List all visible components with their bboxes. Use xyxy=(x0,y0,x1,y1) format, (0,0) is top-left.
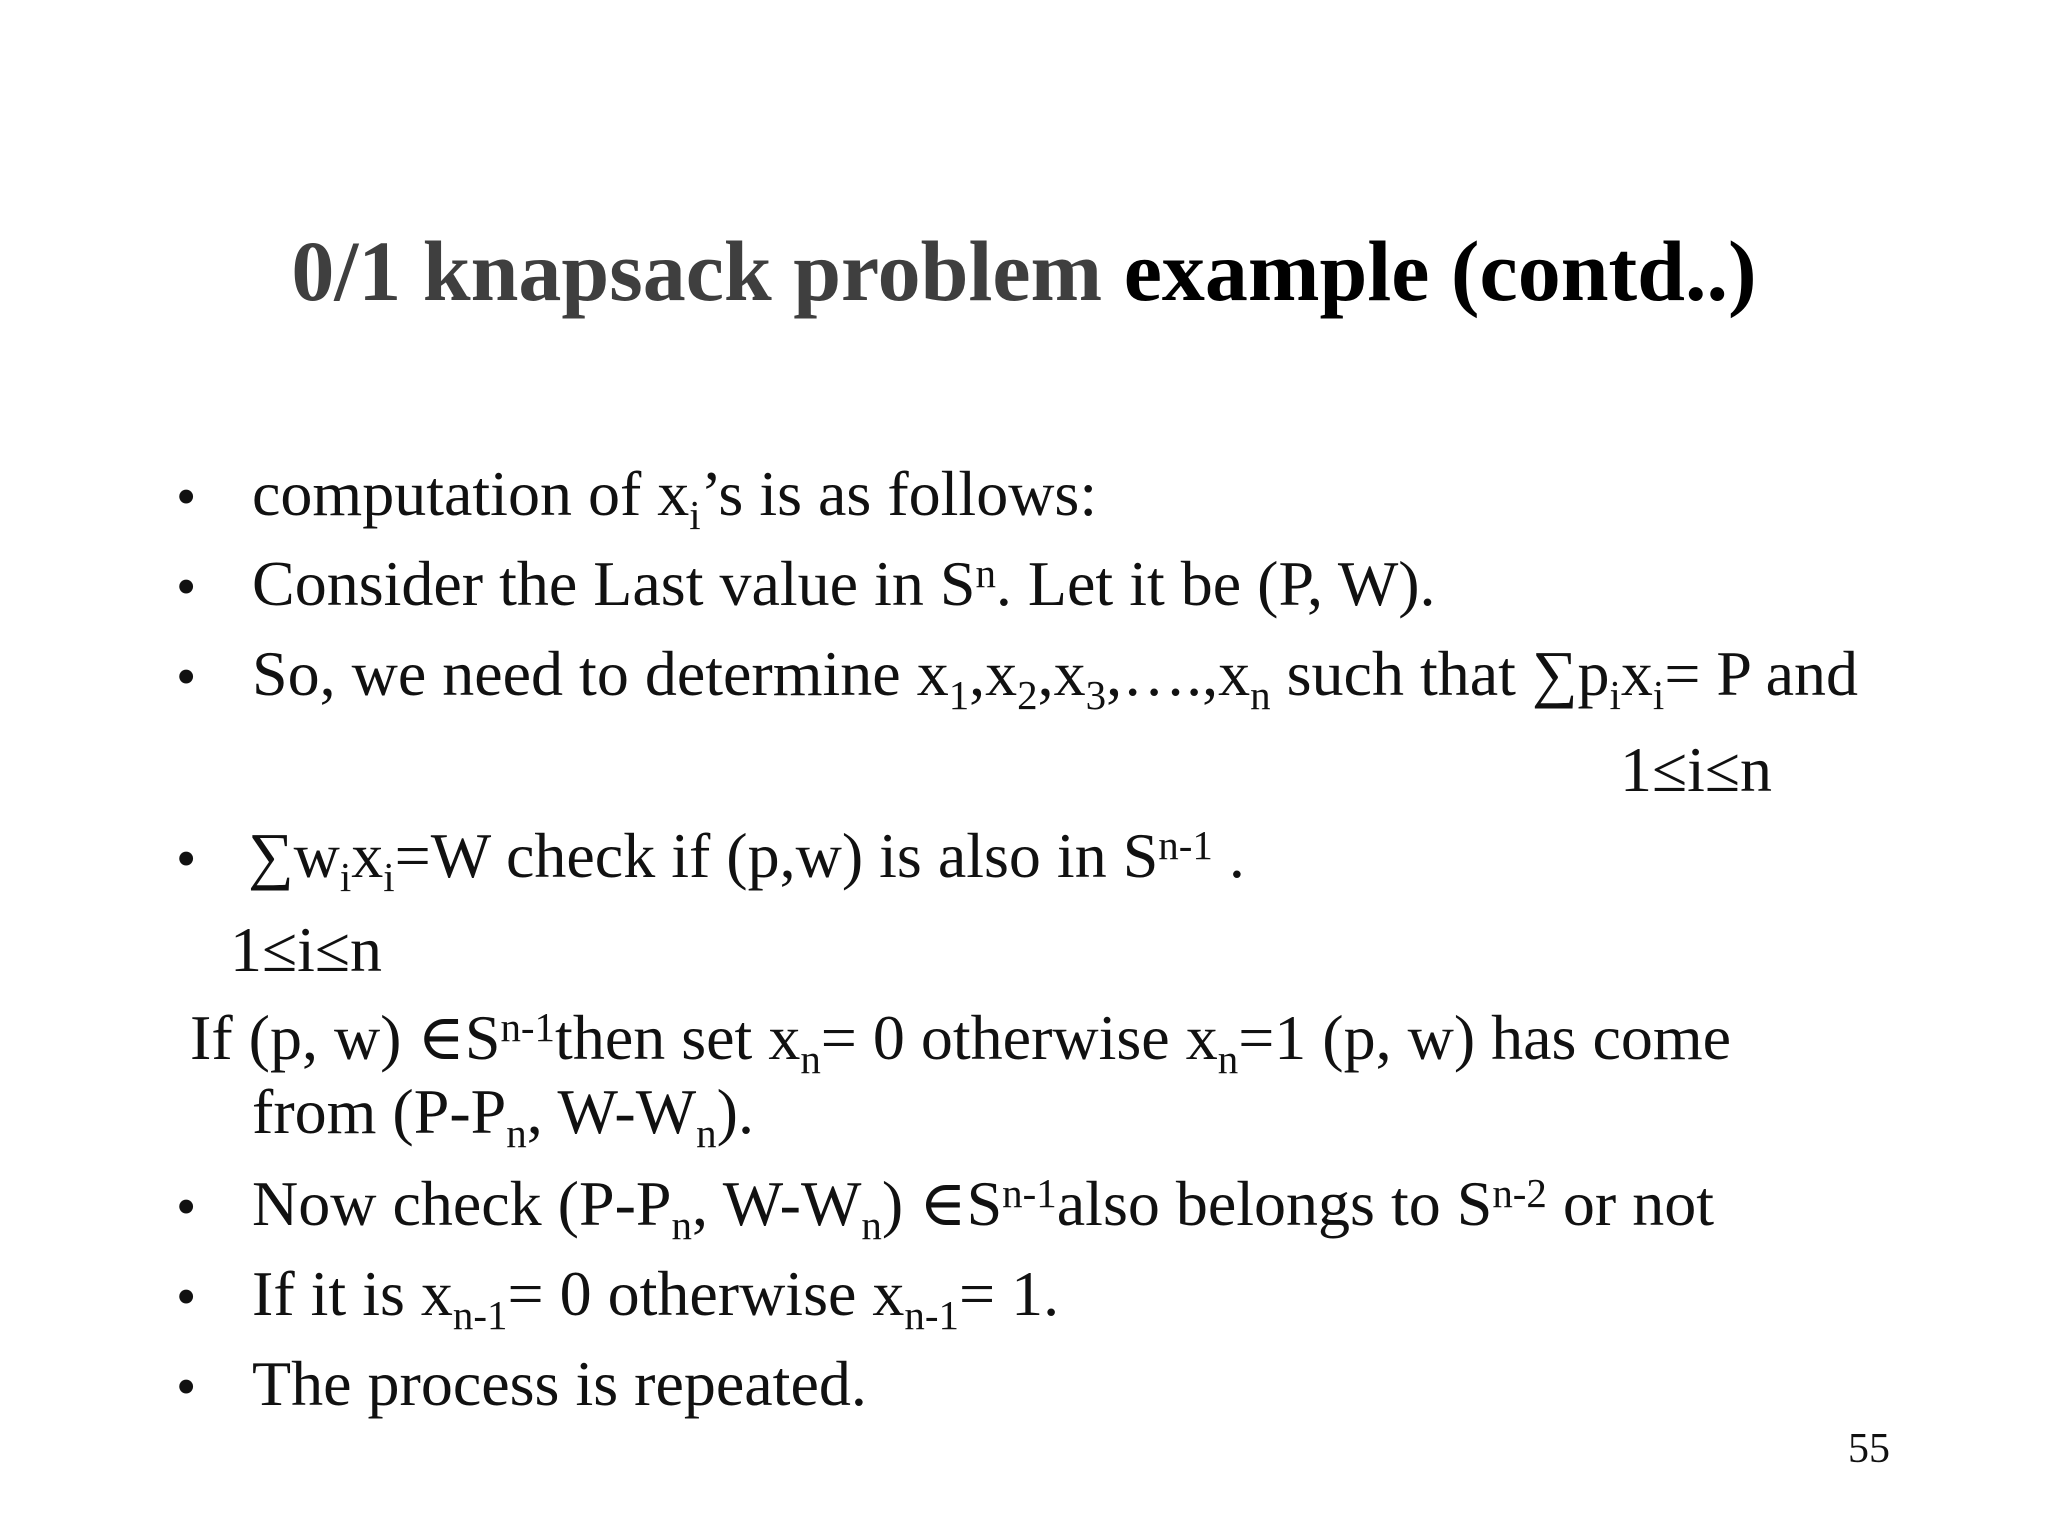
sum-range-2: 1≤i≤n xyxy=(230,914,383,985)
sum-range-1: 1≤i≤n xyxy=(1620,734,1773,805)
line-check-pw: $\sum w_ix_i=W$ check if (p,w) is also in $S^{n-1}$ . xyxy=(248,820,1245,901)
line-computation: computation of $x_i’s$ is as follows: xyxy=(252,458,1098,539)
line-from-p-pn: from ($P-P_n$, $W-W_n$). xyxy=(252,1076,754,1157)
bullet-5: • xyxy=(176,1174,197,1239)
bullet-6: • xyxy=(176,1264,197,1329)
bullet-4: • xyxy=(176,826,197,891)
title-part-1: 0/1 knapsack problem xyxy=(291,223,1103,319)
bullet-2: • xyxy=(176,554,197,619)
bullet-1: • xyxy=(176,464,197,529)
title-part-2: example (contd..) xyxy=(1123,223,1757,319)
line-consider-last-value: Consider the Last value in $S^n$. Let it be (P, W). xyxy=(252,548,1436,619)
page-number: 55 xyxy=(1848,1426,1890,1472)
line-now-check: Now check ($P-P_n$, $W-W_n$) $\in S^{n-1}also$ belongs to $S^{n-2}$ or not xyxy=(252,1168,1714,1249)
line-if-pw-in-s: If (p, w) $\in S^{n-1}then$ set $x_n= 0$ otherwise $x_n=1$ (p, w) has come xyxy=(190,1002,1732,1083)
bullet-3: • xyxy=(176,644,197,709)
slide-title xyxy=(0,223,2048,319)
line-if-it-is: If it is $x_{n-1}= 0$ otherwise $x_{n-1}= 1$. xyxy=(252,1258,1060,1339)
bullet-7: • xyxy=(176,1354,197,1419)
line-process-repeated: The process is repeated. xyxy=(252,1348,867,1419)
line-determine-x: So, we need to determine $x_1,x_2,x_3,\dots.,x_n$ such that $\sum p_ix_i= P$ and xyxy=(252,638,1859,719)
